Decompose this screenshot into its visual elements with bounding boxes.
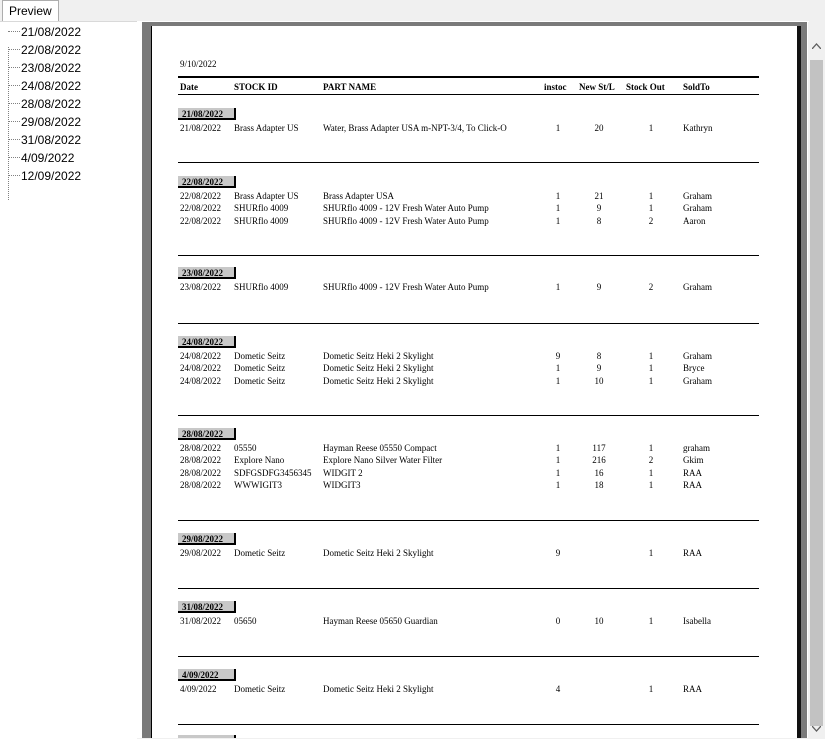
- cell-stock-out: 1: [648, 123, 654, 133]
- chevron-down-icon[interactable]: [808, 721, 825, 738]
- cell-part-name: SHURflo 4009 - 12V Fresh Water Auto Pump: [323, 215, 489, 226]
- group-header: 22/08/2022: [178, 176, 236, 188]
- cell-stock-out: 1: [648, 548, 654, 558]
- cell-part-name: Dometic Seitz Heki 2 Skylight: [323, 548, 434, 558]
- cell-date: 24/08/2022: [180, 363, 222, 374]
- cell-stock-out: 2: [648, 455, 654, 466]
- tree-connector: [8, 166, 20, 176]
- col-header-instoc: instoc: [544, 82, 567, 92]
- page-shadow: [797, 26, 801, 738]
- cell-new-stl: 117: [592, 443, 606, 453]
- cell-new-stl: 10: [594, 375, 604, 386]
- group-header: 24/08/2022: [178, 336, 236, 348]
- cell-sold-to: RAA: [683, 684, 703, 694]
- cell-new-stl: 9: [596, 363, 602, 374]
- cell-instoc: 9: [555, 351, 561, 361]
- cell-date: 24/08/2022: [180, 375, 222, 386]
- cell-stock-id: Dometic Seitz: [234, 363, 286, 374]
- group-separator: [178, 255, 759, 256]
- cell-stock-out: 1: [648, 351, 654, 361]
- cell-stock-out: 1: [648, 203, 654, 214]
- cell-new-stl: 9: [596, 203, 602, 214]
- tree-item-label: 21/08/2022: [21, 25, 82, 39]
- group-separator: [178, 162, 759, 163]
- cell-instoc: 1: [555, 215, 561, 226]
- group-separator: [178, 588, 759, 589]
- cell-instoc: 1: [555, 282, 561, 292]
- header-bottom-rule: [178, 94, 759, 95]
- cell-stock-id: Brass Adapter US: [234, 123, 299, 133]
- group-header: 29/08/2022: [178, 533, 236, 545]
- col-header-stock-out: Stock Out: [626, 82, 665, 92]
- cell-sold-to: Graham: [683, 282, 712, 292]
- tree-item-label: 4/09/2022: [21, 151, 75, 165]
- cell-stock-out: 1: [648, 363, 654, 374]
- cell-part-name: Dometic Seitz Heki 2 Skylight: [323, 684, 434, 694]
- tree-connector: [8, 76, 20, 86]
- cell-stock-out: 2: [648, 215, 654, 226]
- tree-item-label: 29/08/2022: [21, 115, 82, 129]
- col-header-part-name: PART NAME: [323, 82, 377, 92]
- cell-stock-id: WWWIGIT3: [234, 479, 282, 490]
- cell-sold-to: Graham: [683, 191, 712, 201]
- cell-instoc: 1: [555, 203, 561, 214]
- tree-item[interactable]: [8, 167, 82, 185]
- cell-part-name: Dometic Seitz Heki 2 Skylight: [323, 363, 434, 374]
- group-separator: [178, 520, 759, 521]
- cell-stock-id: SHURflo 4009: [234, 203, 289, 214]
- group-header: 21/08/2022: [178, 108, 236, 120]
- cell-instoc: 1: [555, 123, 561, 133]
- scrollbar-thumb[interactable]: [810, 60, 823, 726]
- tree-item-label: 28/08/2022: [21, 97, 82, 111]
- cell-date: 28/08/2022: [180, 467, 222, 478]
- cell-date: 23/08/2022: [180, 282, 222, 292]
- col-header-date: Date: [180, 82, 198, 92]
- cell-instoc: 1: [555, 455, 561, 466]
- cell-instoc: 4: [555, 684, 561, 694]
- cell-part-name: Explore Nano Silver Water Filter: [323, 455, 443, 466]
- cell-sold-to: Graham: [683, 375, 712, 386]
- tree-item[interactable]: [8, 131, 82, 149]
- cell-sold-to: RAA: [683, 548, 703, 558]
- tree-connector: [8, 22, 20, 32]
- tree-item-label: 24/08/2022: [21, 79, 82, 93]
- cell-date: 22/08/2022: [180, 191, 222, 201]
- tree-item-label: 12/09/2022: [21, 169, 82, 183]
- cell-instoc: 0: [555, 616, 561, 626]
- tree-item-label: 31/08/2022: [21, 133, 82, 147]
- cell-stock-id: Dometic Seitz: [234, 351, 286, 361]
- group-separator: [178, 323, 759, 324]
- group-separator: [178, 415, 759, 416]
- tree-item-label: 23/08/2022: [21, 61, 82, 75]
- group-separator: [178, 724, 759, 725]
- cell-part-name: Brass Adapter USA: [323, 191, 394, 201]
- cell-part-name: Dometic Seitz Heki 2 Skylight: [323, 351, 434, 361]
- group-header: 23/08/2022: [178, 267, 236, 279]
- date-tree: [0, 21, 137, 739]
- tab-bar: [0, 0, 825, 22]
- cell-sold-to: Isabella: [683, 616, 711, 626]
- cell-part-name: SHURflo 4009 - 12V Fresh Water Auto Pump: [323, 282, 489, 292]
- group-header: 28/08/2022: [178, 428, 236, 440]
- cell-instoc: 9: [555, 548, 561, 558]
- tree-connector: [8, 112, 20, 122]
- col-header-stock-id: STOCK ID: [234, 82, 278, 92]
- group-header: 31/08/2022: [178, 601, 236, 613]
- cell-new-stl: 20: [594, 123, 604, 133]
- cell-stock-id: Brass Adapter US: [234, 191, 299, 201]
- cell-date: 29/08/2022: [180, 548, 222, 558]
- cell-instoc: 1: [555, 443, 561, 453]
- tree-connector: [8, 40, 20, 50]
- cell-stock-out: 1: [648, 191, 654, 201]
- cell-stock-out: 1: [648, 443, 654, 453]
- cell-instoc: 1: [555, 191, 561, 201]
- tree-connector: [8, 58, 20, 68]
- cell-stock-out: 1: [648, 616, 654, 626]
- tree-item[interactable]: [8, 41, 82, 59]
- cell-new-stl: 18: [594, 479, 604, 490]
- cell-sold-to: Graham: [683, 351, 712, 361]
- cell-date: 31/08/2022: [180, 616, 222, 626]
- cell-stock-id: 05550: [234, 443, 257, 453]
- cell-new-stl: 8: [596, 351, 602, 361]
- cell-new-stl: 21: [594, 191, 604, 201]
- tree-item[interactable]: [8, 95, 82, 113]
- cell-instoc: 1: [555, 479, 561, 490]
- tab-preview[interactable]: Preview: [2, 0, 59, 21]
- cell-stock-id: Dometic Seitz: [234, 548, 286, 558]
- cell-date: 22/08/2022: [180, 203, 222, 214]
- cell-part-name: Hayman Reese 05650 Guardian: [323, 616, 438, 626]
- cell-date: 28/08/2022: [180, 455, 222, 466]
- cell-sold-to: RAA: [683, 467, 703, 478]
- cell-part-name: WIDGIT3: [323, 479, 361, 490]
- cell-stock-id: Explore Nano: [234, 455, 285, 466]
- cell-part-name: Water, Brass Adapter USA m-NPT-3/4, To Click-O: [323, 123, 507, 133]
- cell-sold-to: Aaron: [683, 215, 706, 226]
- cell-date: 4/09/2022: [180, 684, 217, 694]
- cell-stock-out: 2: [648, 282, 654, 292]
- cell-new-stl: 10: [594, 616, 604, 626]
- cell-sold-to: Gkim: [683, 455, 704, 466]
- cell-new-stl: 9: [596, 282, 602, 292]
- cell-sold-to: RAA: [683, 479, 703, 490]
- tree-item[interactable]: [8, 77, 82, 95]
- cell-new-stl: 216: [592, 455, 606, 466]
- cell-part-name: Hayman Reese 05550 Compact: [323, 443, 437, 453]
- cell-date: 28/08/2022: [180, 479, 222, 490]
- cell-part-name: Dometic Seitz Heki 2 Skylight: [323, 375, 434, 386]
- cell-instoc: 1: [555, 363, 561, 374]
- cell-instoc: 1: [555, 467, 561, 478]
- col-header-sold-to: SoldTo: [683, 82, 710, 92]
- cell-sold-to: graham: [683, 443, 710, 453]
- tree-connector: [8, 94, 20, 104]
- cell-stock-id: Dometic Seitz: [234, 375, 286, 386]
- cell-sold-to: Kathryn: [683, 123, 713, 133]
- cell-part-name: SHURflo 4009 - 12V Fresh Water Auto Pump: [323, 203, 489, 214]
- cell-new-stl: 16: [594, 467, 604, 478]
- cell-stock-out: 1: [648, 467, 654, 478]
- cell-stock-out: 1: [648, 479, 654, 490]
- header-top-rule: [178, 76, 759, 78]
- chevron-up-icon[interactable]: [808, 38, 825, 55]
- print-date: 9/10/2022: [180, 59, 217, 69]
- tree-item[interactable]: [8, 23, 82, 41]
- cell-part-name: WIDGIT 2: [323, 467, 363, 478]
- cell-new-stl: 8: [596, 215, 602, 226]
- group-separator: [178, 656, 759, 657]
- cell-stock-id: SHURflo 4009: [234, 215, 289, 226]
- cell-stock-id: SHURflo 4009: [234, 282, 289, 292]
- cell-date: 24/08/2022: [180, 351, 222, 361]
- cell-stock-out: 1: [648, 684, 654, 694]
- cell-date: 21/08/2022: [180, 123, 222, 133]
- cell-date: 28/08/2022: [180, 443, 222, 453]
- cell-date: 22/08/2022: [180, 215, 222, 226]
- cell-stock-out: 1: [648, 375, 654, 386]
- cell-sold-to: Bryce: [683, 363, 705, 374]
- tree-item[interactable]: [8, 59, 82, 77]
- cell-stock-id: SDFGSDFG3456345: [234, 467, 312, 478]
- cell-instoc: 1: [555, 375, 561, 386]
- tree-connector: [8, 130, 20, 140]
- cell-stock-id: 05650: [234, 616, 257, 626]
- group-header: 4/09/2022: [178, 669, 236, 681]
- cell-stock-id: Dometic Seitz: [234, 684, 286, 694]
- tree-item[interactable]: [8, 113, 82, 131]
- tree-item[interactable]: [8, 149, 75, 167]
- col-header-new-stl: New St/L: [579, 82, 615, 92]
- cell-sold-to: Graham: [683, 203, 712, 214]
- tree-connector: [8, 148, 20, 158]
- tree-item-label: 22/08/2022: [21, 43, 82, 57]
